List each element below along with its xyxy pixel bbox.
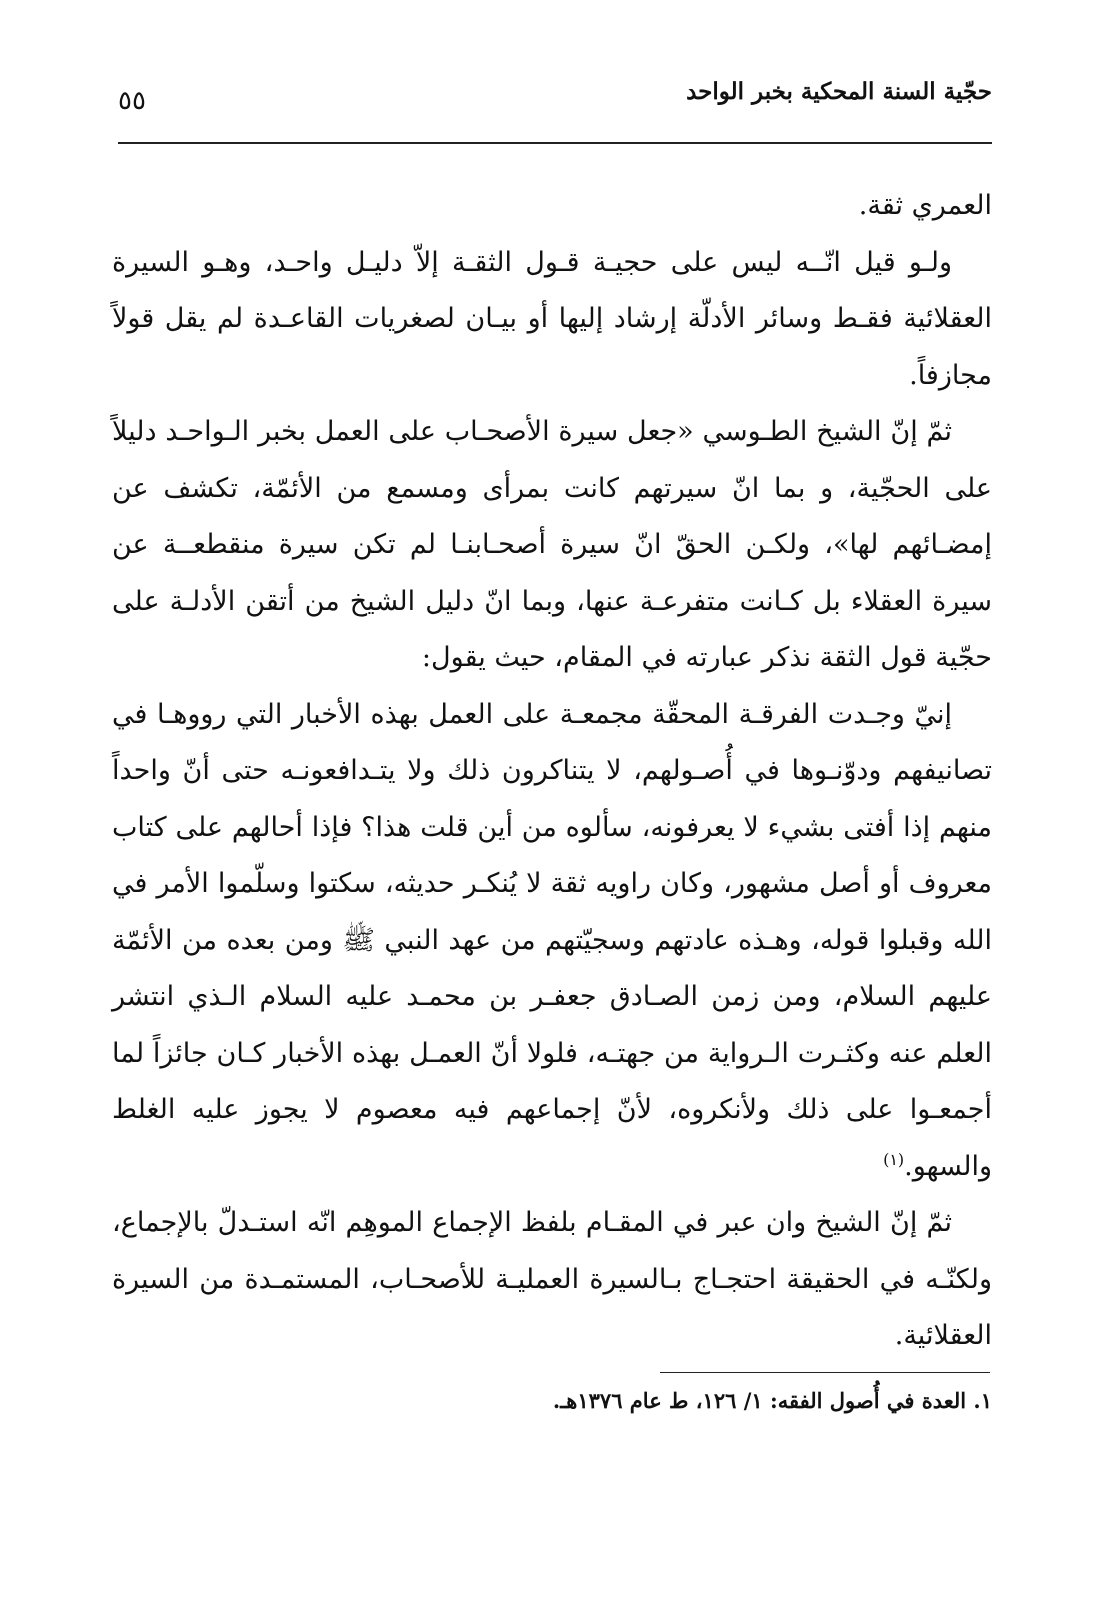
paragraph-4-quote: [112, 687, 992, 1196]
chapter-title: حجّية السنة المحكية بخبر الواحد: [686, 78, 992, 105]
footnote: ١. العدة في أُصول الفقه: ١/ ١٢٦، ط عام ١٣٧٦هـ.: [552, 1388, 992, 1413]
paragraph-3: ثمّ إنّ الشيخ الطـوسي «جعل سيرة الأصحـاب على العمل بخبر الـواحـد دليلاً على الحجّية، و بما انّ سيرتهم كانت بمرأى ومسمع من الأئمّة، تكشف عن إمضـائهم لها»، ولكـن الحقّ انّ سيرة أصحـابنـا لم تكن سيرة منقطعــة عن سيرة العقلاء بل كـانت متفرعـة عنها، وبما انّ دليل الشيخ من أتقن الأدلـة على حجّية قول الثقة نذكر عبارته في المقام، حيث يقول:: [112, 416, 992, 673]
page-number: ٥٥: [118, 86, 146, 116]
footnote-marker: (١): [883, 1149, 905, 1169]
header-rule: [118, 142, 992, 144]
body-text: [112, 178, 992, 1365]
paragraph-2: ولـو قيل انّــه ليس على حجيـة قـول الثقـة إلاّ دليـل واحـد، وهـو السيرة العقلائية فقـط وسائر الأدلّة إرشاد إليها أو بيـان لصغريات القاعـدة لم يقل قولاً مجازفاً.: [112, 246, 992, 391]
quote-text: إنيّ وجـدت الفرقـة المحقّة مجمعـة على العمل بهذه الأخبار التي رووهـا في تصانيفهم ودوّنـوها في أُصـولهم، لا يتناكرون ذلك ولا يتـدافعونـه حتى أنّ واحداً منهم إذا أفتى بشيء لا يعرفونه، سألوه من أين قلت هذا؟ فإذا أحالهم على كتاب معروف أو أصل مشهور، وكان راويه ثقة لا يُنكـر حديثه، سكتوا وسلّموا الأمر في الله وقبلوا قوله، وهـذه عادتهم وسجيّتهم من عهد النبي ﷺ ومن بعده من الأئمّة عليهم السلام، ومن زمن الصـادق جعفـر بن محمـد عليه السلام الـذي انتشر العلم عنه وكثـرت الـرواية من جهتـه، فلولا أنّ العمـل بهذه الأخبار كـان جائزاً لما أجمعـوا على ذلك ولأنكروه، لأنّ إجماعهم فيه معصوم لا يجوز عليه الغلط والسهو.: [112, 698, 992, 1182]
paragraph-1: العمري ثقة.: [858, 190, 992, 221]
running-header: [118, 78, 992, 118]
footnote-rule: [660, 1372, 990, 1373]
paragraph-5: ثمّ إنّ الشيخ وان عبر في المقـام بلفظ الإجماع الموهِم انّه استـدلّ بالإجماع، ولكنّـه في الحقيقة احتجـاج بـالسيرة العمليـة للأصحـاب، المستمـدة من السيرة العقلائية.: [112, 1207, 992, 1351]
